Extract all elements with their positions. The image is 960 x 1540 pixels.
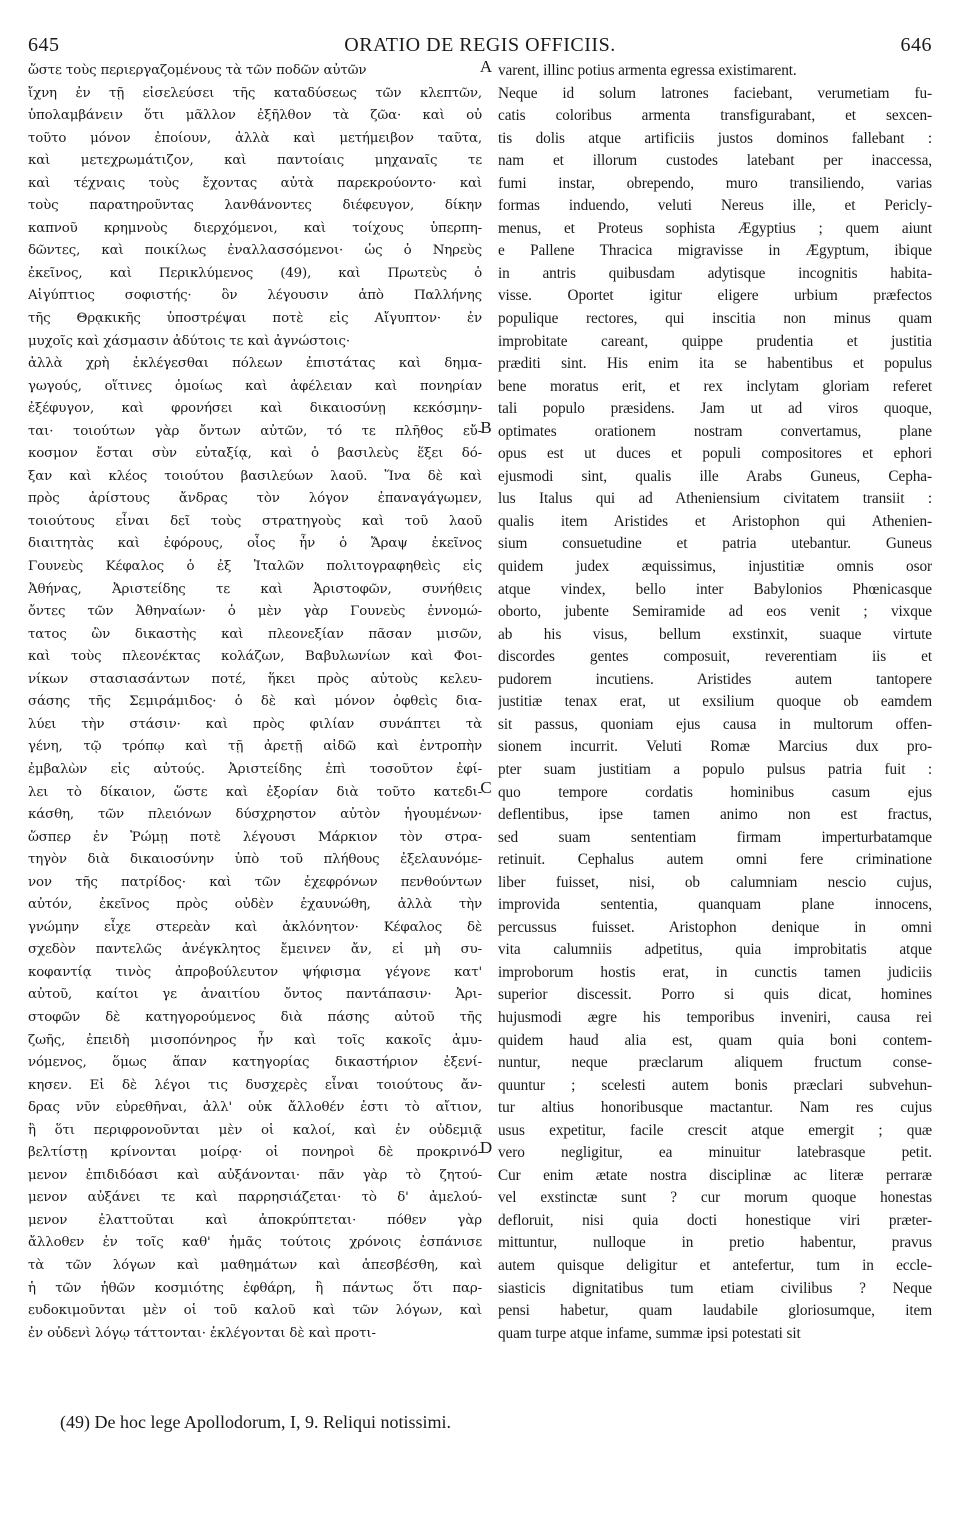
greek-text-line: γένη, τῷ τρόπῳ καὶ τῇ ἀρετῇ αἰδῶ καὶ ἐντροπὴν — [28, 739, 482, 755]
greek-text-line: νον τῆς πατρίδος· καὶ τῶν ἐχεφρόνων πενθούντων — [28, 874, 482, 890]
greek-text-line: κοφαντίᾳ τινὸς ἀπροβούλευτον ψήφισμα γέγονε κατ' — [28, 964, 482, 980]
greek-text-line: τοιούτους εἶναι δεῖ τοὺς στρατηγοὺς καὶ τοῦ λαοῦ — [28, 513, 482, 529]
greek-text-line: μενον ἐπιδιδόασι καὶ αὐξάνονται· πᾶν γὰρ τὸ ζητού- — [28, 1167, 482, 1183]
greek-text-line: μυχοῖς καὶ χάσμασιν ἀδύτοις τε καὶ ἀγνώστοις· — [28, 333, 350, 349]
greek-text-line: δῶντες, καὶ ποικίλως ἐναλλασσόμενοι· ὡς ὁ Νηρεὺς — [28, 243, 482, 259]
greek-text-line: καὶ μετεχρωμάτιζον, καὶ παντοίαις μηχαναῖς τε — [28, 153, 482, 169]
page-header — [28, 20, 932, 60]
greek-text-line: αὐτοῦ, καίτοι γε ἀναιτίου ὄντος παντάπασιν· Ἀρι- — [28, 987, 482, 1003]
greek-text-line: γνώμην εἶχε στερεὰν καὶ ἀκλόνητον· Κέφαλος δὲ — [28, 919, 482, 935]
latin-text-line: bene moratus erit, et rex inclytam gloriam referet — [498, 377, 932, 395]
latin-text-line: varent, illinc potius armenta egressa existimarent. — [498, 62, 797, 79]
latin-text-line: ejusmodi sint, qualis ille Arabs Guneus, Cepha- — [498, 467, 932, 485]
latin-text-line: mittuntur, nulloque in pretio habentur, pravus — [498, 1234, 932, 1252]
latin-text-line: catis coloribus armenta transfigurabant, et sexcen- — [498, 107, 932, 125]
latin-text-line: improbitate careant, quippe prudentia et justitia — [498, 332, 932, 350]
latin-text-line: usus expetitur, facile crescit atque emergit ; quæ — [498, 1121, 932, 1139]
latin-text-line: improborum hostis erat, in cunctis tamen judiciis — [498, 963, 932, 981]
greek-text-line: στοφῶν δὲ κατηγορούμενος διὰ πάσης αὐτοῦ τῆς — [28, 1009, 482, 1025]
greek-text-line: τοὺς παρατηροῦντας λανθάνοντες διέφευγον, δίκην — [28, 198, 482, 214]
greek-text-line: νόμενος, ὅμως ἅπαν κατηγορίας δικαστήριον ἐξενί- — [28, 1055, 482, 1071]
latin-text-line: quam turpe atque infame, summæ ipsi potestati sit — [498, 1324, 801, 1342]
page-number-left: 645 — [28, 34, 60, 56]
latin-text-line: quidem judex æquissimus, injustitiæ omnis osor — [498, 558, 932, 576]
latin-text-line: vel exstinctæ sunt ? cur morum quoque honestas — [498, 1189, 932, 1207]
greek-text-line: ἢ ὅτι περιφρονοῦνται μὲν οἱ καλοί, καὶ ἐν οὐδεμιᾷ — [28, 1122, 482, 1138]
latin-text-line: qualis item Aristides et Aristophon qui Athenien- — [498, 512, 932, 530]
greek-text-line: ἴχνη ἐν τῇ εἰσελεύσει τῆς καταδύσεως τῶν κλεπτῶν, — [28, 85, 482, 101]
greek-text-line: ται· τοιούτων γὰρ ὄντων αὐτῶν, τό τε πλῆθος εὔ- — [28, 423, 482, 439]
greek-text-line: ἐν οὐδενὶ λόγῳ τάττονται· ἐκλέγονται δὲ καὶ προτι- — [28, 1325, 376, 1341]
latin-text-line: sionem incurrit. Veluti Romæ Marcius dux pro- — [498, 738, 932, 756]
latin-text-line: in antris quibusdam adytisque incognitis habita- — [498, 264, 932, 282]
greek-text-line: τατος ὢν δικαστὴς καὶ πλεονεξίαν πᾶσαν μισῶν, — [28, 626, 482, 642]
latin-text-line: justitiæ tenax erat, ut exsilium quoque ob eamdem — [498, 693, 932, 711]
greek-text-line: τὰ τῶν λόγων καὶ μαθημάτων καὶ ἀπεσβέσθη, καὶ — [28, 1257, 482, 1273]
latin-text-line: siasticis dignitatibus tum etiam civilibus ? Neque — [498, 1279, 932, 1297]
latin-column — [498, 60, 932, 1345]
greek-text-line: κάσθη, τῶν πλειόνων δύσχρηστον αὐτὸν ἡγουμένων· — [28, 807, 482, 823]
greek-text-line: Αἰγύπτιος σοφιστής· ὃν λέγουσιν ἀπὸ Παλλήνης — [28, 288, 482, 304]
latin-text-line: vero negligitur, ea minuitur latebrasque petit. — [498, 1144, 932, 1162]
greek-text-line: μενον αὐξάνει τε καὶ παρρησιάζεται· τὸ δ' ἀμελού- — [28, 1190, 482, 1206]
latin-text-line: Cur enim ætate nostra disciplinæ ac literæ perraræ — [498, 1166, 932, 1184]
latin-text-line: lus Italus qui ad Atheniensium civitatem transiit : — [498, 490, 932, 508]
greek-text-line: καπνοῦ κρημνοὺς διερχόμενοι, καὶ τοίχους ὑπερπη- — [28, 220, 482, 236]
greek-text-line: τοῦτο μόνον ἐποίουν, ἀλλὰ καὶ μετήμειβον ταῦτα, — [28, 130, 482, 146]
greek-text-line: νίκων στασιασάντων ποτέ, ἥκει πρὸς αὐτοὺς κελευ- — [28, 671, 482, 687]
greek-text-line: Ἀθήνας, Ἀριστείδης τε καὶ Ἀριστοφῶν, συνήθεις — [28, 581, 482, 597]
footnote: (49) De hoc lege Apollodorum, I, 9. Reliqui notissimi. — [60, 1412, 451, 1432]
greek-text-line: ἀλλὰ χρὴ ἐκλέγεσθαι πόλεων ἐπιστάτας καὶ δημα- — [28, 356, 482, 372]
latin-text-line: tur altius honoribusque mactantur. Nam res cujus — [498, 1099, 932, 1117]
latin-text-line: nuntur, neque præclarum aliquem fructum conse- — [498, 1054, 932, 1072]
latin-text-line: pter suam justitiam a populo pulsus patria fuit : — [498, 760, 932, 778]
latin-text-line: deflentibus, ipse tamen animo non est fractus, — [498, 806, 932, 824]
margin-marker-b: B — [480, 418, 492, 437]
greek-text-line: γωγούς, οἵτινες ὁμοίως καὶ ἀφέλειαν καὶ πονηρίαν — [28, 378, 482, 394]
greek-text-line: κησεν. Εἰ δὲ λέγοι τις δυσχερὲς εἶναι τοιούτους ἄν- — [28, 1077, 482, 1093]
latin-text-line: vita calumniis adpetitus, quia improbitatis atque — [498, 941, 932, 959]
latin-text-line: formas induendo, veluti Nereus ille, et Pericly- — [498, 197, 932, 215]
margin-marker-a: A — [479, 57, 493, 76]
latin-text-line: liber fuisset, nisi, ob calumniam nescio cujus, — [498, 873, 932, 891]
latin-text-line: visse. Oportet igitur eligere urbium præfectos — [498, 287, 932, 305]
greek-text-line: ὑπολαμβάνειν ὅτι μᾶλλον ἐξῆλθον τὰ ζῶα· καὶ οὐ — [28, 108, 482, 124]
latin-text-line: retinuit. Cephalus autem omni fere criminatione — [498, 851, 932, 869]
latin-text-line: oborto, jubente Semiramide ad eos venit ; vixque — [498, 603, 932, 621]
greek-text-line: ἐξέφυγον, καὶ φρονήσει καὶ δικαιοσύνῃ κεκόσμην- — [28, 401, 482, 417]
greek-text-line: τῆς Θρᾳκικῆς ὑποστρέψαι ποτὲ εἰς Αἴγυπτον· ἐν — [28, 311, 482, 327]
greek-text-line: πρὸς ἀρίστους ἄνδρας τὸν λόγον ἐπαναγάγωμεν, — [28, 491, 482, 507]
latin-text-line: superior discessit. Porro si quis dicat, homines — [498, 986, 932, 1004]
greek-text-line: Γουνεὺς Κέφαλος ὁ ἐξ Ἰταλῶν πολιτογραφηθεὶς εἰς — [28, 559, 482, 575]
margin-marker-c: C — [480, 778, 492, 797]
latin-text-line: fumi instar, obrependo, muro transiliendo, varias — [498, 174, 932, 192]
greek-text-line: ἄλλοθεν ἐν τοῖς καθ' ἡμᾶς τούτοις χρόνοις ἐσπάνισε — [28, 1235, 482, 1251]
greek-text-line: ὄντες τῶν Ἀθηναίων· ὁ μὲν γὰρ Γουνεὺς ἐννομώ- — [28, 604, 482, 620]
latin-text-line: opus est ut duces et populi compositores et ephori — [498, 445, 932, 463]
greek-text-line: ἡ τῶν ἠθῶν κοσμιότης ἐφθάρη, ἢ πάντως ὅτι παρ- — [28, 1280, 482, 1296]
greek-text-line: ὥστε τοὺς περιεργαζομένους τὰ τῶν ποδῶν αὐτῶν — [28, 63, 367, 78]
greek-text-line: μενον ἐλαττοῦται καὶ ἀποκρύπτεται· πόθεν γὰρ — [28, 1212, 482, 1228]
latin-text-line: populique rectores, qui inscitia non minus quam — [498, 310, 932, 328]
latin-text-line: Neque id solum latrones faciebant, verumetiam fu- — [498, 84, 932, 102]
margin-marker-d: D — [479, 1138, 493, 1157]
latin-text-line: præditi sint. His enim ita se habentibus et populus — [498, 355, 932, 373]
running-title: ORATIO DE REGIS OFFICIIS. — [344, 34, 616, 56]
latin-text-line: quuntur ; scelesti autem bonis præclari subvehun- — [498, 1076, 932, 1094]
latin-text-line: optimates orationem nostram convertamus, plane — [498, 422, 932, 440]
latin-text-line: nam et illorum custodes latebant per inaccessa, — [498, 152, 932, 170]
latin-text-line: improvida sententia, quanquam plane innocens, — [498, 896, 932, 914]
latin-text-line: sit passus, quoniam ejus causa in multorum offen- — [498, 715, 932, 733]
greek-text-line: δρας νῦν εὑρεθῆναι, ἀλλ' οὐκ ἄλλοθέν ἐστι τὸ αἴτιον, — [28, 1100, 482, 1116]
greek-text-line: ὥσπερ ἐν Ῥώμῃ ποτὲ λέγουσι Μάρκιον τὸν στρα- — [28, 829, 482, 845]
greek-text-line: σχεδὸν παντελῶς ἀνέγκλητος ἔμεινεν ἄν, εἰ μὴ συ- — [28, 942, 482, 958]
greek-column — [28, 60, 482, 1345]
greek-text-line: διαιτητὰς καὶ ἐφόρους, οἷος ἦν ὁ Ἄραψ ἐκεῖνος — [28, 536, 482, 552]
greek-text-line: βελτίστῃ κρίνονται μοίρᾳ· οἱ πονηροὶ δὲ προκρινό- — [28, 1145, 482, 1161]
greek-text-line: ζωῆς, ἐπειδὴ μισοπόνηρος ἦν καὶ τοῖς κακοῖς ἀμυ- — [28, 1032, 482, 1048]
page-number-right: 646 — [900, 34, 932, 56]
latin-text-line: ab his visus, bellum exstinxit, suaque virtute — [498, 625, 932, 643]
latin-text-line: defloruit, nisi quia docti honestique viri præter- — [498, 1211, 932, 1229]
latin-text-line: atque vindex, bello inter Babylonios Phœnicasque — [498, 580, 932, 598]
greek-text-line: αὐτόν, ἐκεῖνος πρὸς οὐδὲν ἐχαυνώθη, ἀλλὰ τὴν — [28, 897, 482, 913]
greek-text-line: λύει τὴν στάσιν· καὶ πρὸς φιλίαν συνάπτει τὰ — [28, 716, 482, 732]
greek-text-line: τηγὸν διὰ δικαιοσύνην ὑπὸ τοῦ πλήθους ἐξελαυνόμε- — [28, 852, 482, 868]
latin-text-line: e Pallene Thracica migravisse in Ægyptum, ibique — [498, 242, 932, 260]
latin-text-line: quidem haud alia est, quam quia boni contem- — [498, 1031, 932, 1049]
latin-text-line: quo tempore cordatis hominibus casum ejus — [498, 783, 932, 801]
latin-text-line: tis dolis atque artificiis justos dominos fallebant : — [498, 129, 932, 147]
greek-text-line: ξαν καὶ κλέος τοιούτου βασιλεύων λαοῦ. Ἵνα δὲ καὶ — [28, 468, 482, 484]
greek-text-line: ἐκεῖνος, καὶ Περικλύμενος (49), καὶ Πρωτεὺς ὁ — [28, 265, 482, 281]
greek-text-line: ευδοκιμοῦνται μὲν οἱ τοῦ καλοῦ καὶ τῶν λόγων, καὶ — [28, 1303, 482, 1319]
latin-text-line: pudorem incutiens. Aristides autem tantopere — [498, 670, 932, 688]
greek-text-line: καὶ τέχναις τοὺς ἔχοντας αὐτὰ παρεκρούοντο· καὶ — [28, 175, 482, 191]
latin-text-line: sium consuetudine et patria utebantur. Guneus — [498, 535, 932, 553]
greek-text-line: καὶ τοὺς πλεονέκτας κολάζων, Βαβυλωνίων καὶ Φοι- — [28, 649, 482, 665]
latin-text-line: hujusmodi ægre his temporibus inveniri, causa rei — [498, 1008, 932, 1026]
latin-text-line: pensi habetur, quam laudabile gloriosumque, item — [498, 1302, 932, 1320]
greek-text-line: σάσης τῆς Σεμιράμιδος· ὁ δὲ καὶ μόνον ὀφθεὶς δια- — [28, 694, 482, 710]
latin-text-line: autem quisque deligitur et antefertur, tum in eccle- — [498, 1256, 932, 1274]
latin-text-line: discordes gentes composuit, reverentiam iis et — [498, 648, 932, 666]
greek-text-line: ἐμβαλὼν εἰς αὐτούς. Ἀριστείδης ἐπὶ τοσοῦτον ἐφί- — [28, 761, 482, 777]
latin-text-line: sed suam sententiam firmam imperturbatamque — [498, 828, 932, 846]
greek-text-line: λει τὸ δίκαιον, ὥστε καὶ ἐξορίαν διὰ τοῦτο κατεδι- — [28, 784, 482, 800]
latin-text-line: tali populo præsidens. Jam ut ad viros quoque, — [498, 400, 932, 418]
latin-text-line: percussus fuisset. Aristophon denique in omni — [498, 918, 932, 936]
latin-text-line: menus, et Proteus sophista Ægyptius ; quem aiunt — [498, 219, 932, 237]
greek-text-line: κοσμον ἔσται σὺν εὐταξίᾳ, καὶ ὁ βασιλεὺς ἕξει δό- — [28, 446, 482, 462]
